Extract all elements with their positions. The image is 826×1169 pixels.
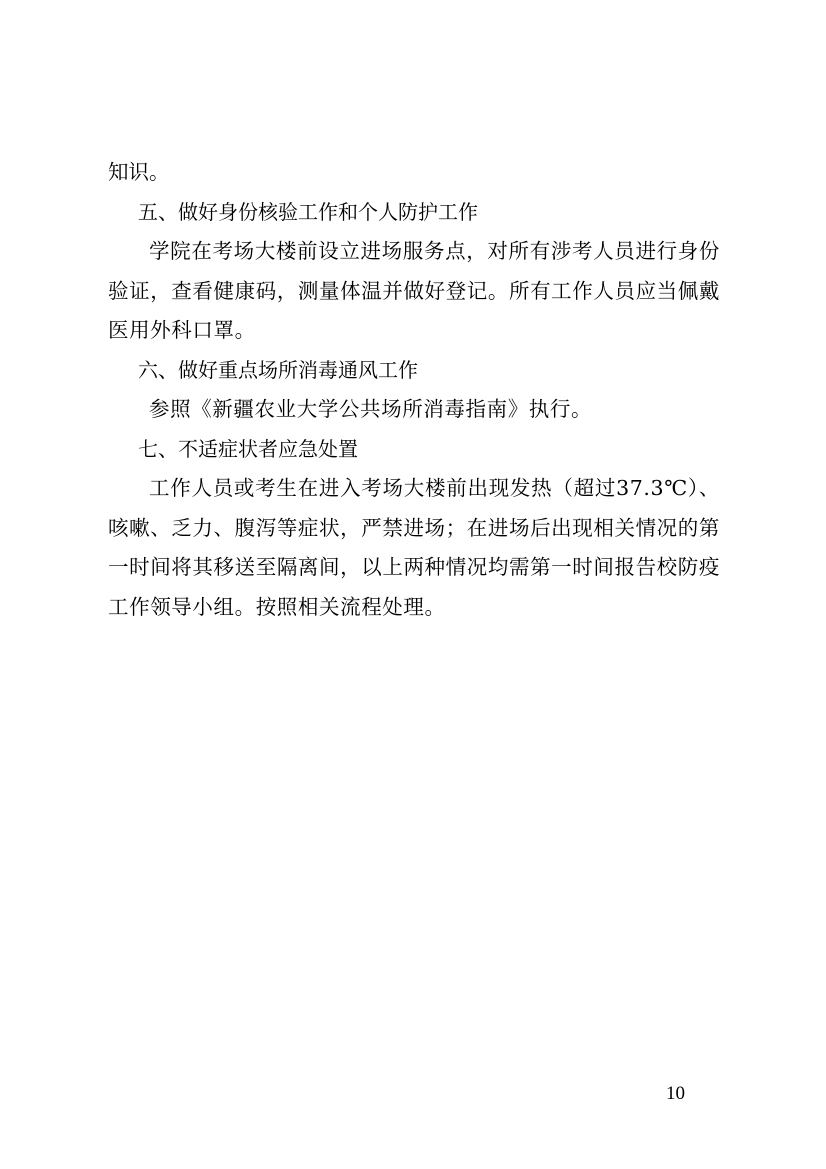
section-heading-7: 七、不适症状者应急处置 [138, 436, 358, 461]
document-body [108, 153, 720, 627]
section-heading-5: 五、做好身份核验工作和个人防护工作 [138, 199, 478, 224]
page-number: 10 [666, 1083, 685, 1104]
section-body-5: 学院在考场大楼前设立进场服务点，对所有涉考人员进行身份验证，查看健康码，测量体温并做好登记。所有工作人员应当佩戴医用外科口罩。 [108, 239, 720, 342]
section-body-6: 参照《新疆农业大学公共场所消毒指南》执行。 [149, 397, 593, 421]
section-body-7: 工作人员或考生在进入考场大楼前出现发热（超过37.3℃）、咳嗽、乏力、腹泻等症状，严禁进场；在进场后出现相关情况的第一时间将其移送至隔离间，以上两种情况均需第一时间报告校防疫工作领导小组。按照相关流程处理。 [108, 476, 720, 619]
section-heading-6: 六、做好重点场所消毒通风工作 [138, 357, 418, 382]
continuation-text: 知识。 [108, 160, 170, 184]
